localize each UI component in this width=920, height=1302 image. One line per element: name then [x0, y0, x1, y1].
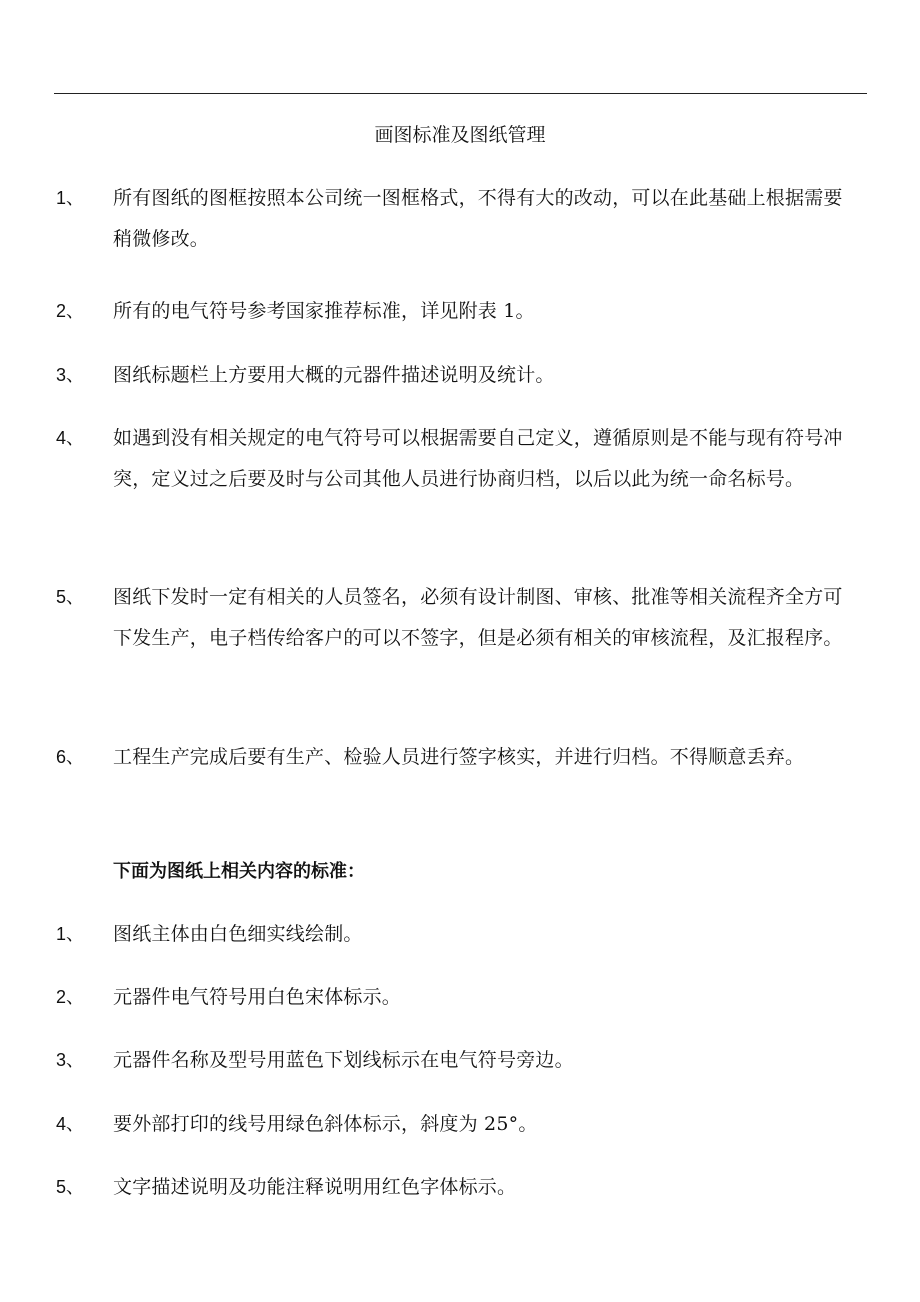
item-number: 5、	[56, 587, 85, 607]
section-heading: 下面为图纸上相关内容的标准：	[113, 861, 365, 882]
item-text: 文字描述说明及功能注释说明用红色字体标示。	[113, 1176, 517, 1198]
item-number: 5、	[56, 1177, 85, 1197]
item-number: 1、	[56, 924, 85, 944]
item-number: 3、	[56, 365, 85, 385]
document-title: 画图标准及图纸管理	[374, 124, 546, 146]
item-text: 如遇到没有相关规定的电气符号可以根据需要自己定义，遵循原则是不能与现有符号冲突，定义过之后要及时与公司其他人员进行协商归档，以后以此为统一命名标号。	[113, 427, 843, 490]
item-text: 图纸标题栏上方要用大概的元器件描述说明及统计。	[113, 364, 555, 386]
item-text: 图纸下发时一定有相关的人员签名，必须有设计制图、审核、批准等相关流程齐全方可下发生产，电子档传给客户的可以不签字，但是必须有相关的审核流程，及汇报程序。	[113, 586, 843, 649]
item-number: 2、	[56, 301, 85, 321]
item-text: 所有的电气符号参考国家推荐标准，详见附表 1。	[113, 300, 535, 322]
item-number: 6、	[56, 747, 85, 767]
item-text: 图纸主体由白色细实线绘制。	[113, 923, 363, 945]
item-number: 4、	[56, 428, 85, 448]
item-number: 3、	[56, 1050, 85, 1070]
item-text: 元器件电气符号用白色宋体标示。	[113, 986, 402, 1008]
item-text: 所有图纸的图框按照本公司统一图框格式，不得有大的改动，可以在此基础上根据需要稍微修改。	[113, 187, 843, 250]
item-text: 工程生产完成后要有生产、检验人员进行签字核实，并进行归档。不得顺意丢弃。	[113, 746, 805, 768]
item-number: 2、	[56, 987, 85, 1007]
item-text: 要外部打印的线号用绿色斜体标示，斜度为 25°。	[113, 1113, 538, 1135]
item-text: 元器件名称及型号用蓝色下划线标示在电气符号旁边。	[113, 1049, 574, 1071]
header-rule	[54, 93, 867, 94]
item-number: 1、	[56, 188, 85, 208]
item-number: 4、	[56, 1114, 85, 1134]
